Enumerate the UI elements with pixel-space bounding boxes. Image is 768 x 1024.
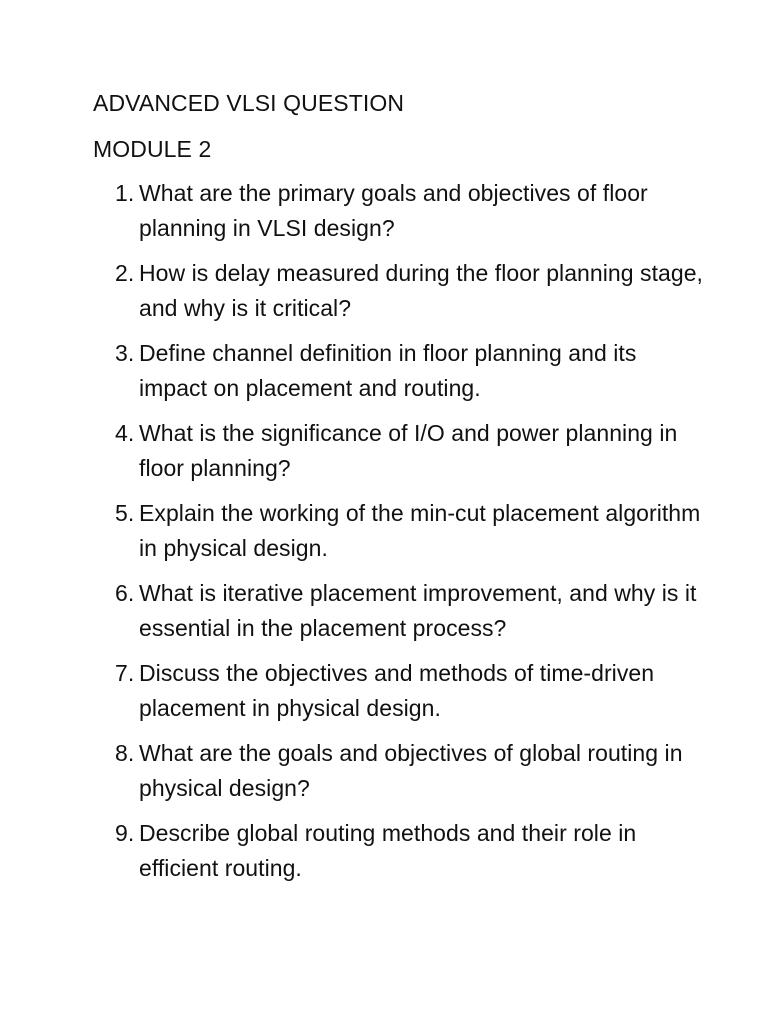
question-item-7 <box>93 656 708 726</box>
question-number: 6. <box>115 580 135 606</box>
question-text: Discuss the objectives and methods of time-driven placement in physical design. <box>139 660 655 721</box>
question-number: 3. <box>115 340 135 366</box>
module-heading: MODULE 2 <box>93 136 212 162</box>
question-text: Explain the working of the min-cut placement algorithm in physical design. <box>139 500 701 561</box>
question-item-4 <box>93 416 708 486</box>
question-text: What is iterative placement improvement, and why is it essential in the placement process? <box>139 580 697 641</box>
question-number: 2. <box>115 260 135 286</box>
question-item-1 <box>93 176 708 246</box>
question-item-3 <box>93 336 708 406</box>
question-item-5 <box>93 496 708 566</box>
question-list <box>93 176 708 886</box>
question-text: What are the goals and objectives of global routing in physical design? <box>139 740 683 801</box>
question-number: 1. <box>115 180 135 206</box>
question-number: 4. <box>115 420 135 446</box>
question-text: Define channel definition in floor planning and its impact on placement and routing. <box>139 340 637 401</box>
question-item-8 <box>93 736 708 806</box>
question-item-2 <box>93 256 708 326</box>
question-number: 5. <box>115 500 135 526</box>
question-number: 7. <box>115 660 135 686</box>
question-text: What are the primary goals and objectives of floor planning in VLSI design? <box>139 180 648 241</box>
question-item-9 <box>93 816 708 886</box>
question-text: Describe global routing methods and their role in efficient routing. <box>139 820 637 881</box>
question-text: What is the significance of I/O and power planning in floor planning? <box>139 420 678 481</box>
question-text: How is delay measured during the floor planning stage, and why is it critical? <box>139 260 703 321</box>
question-number: 8. <box>115 740 135 766</box>
question-number: 9. <box>115 820 135 846</box>
question-item-6 <box>93 576 708 646</box>
document-title: ADVANCED VLSI QUESTION <box>93 90 405 116</box>
